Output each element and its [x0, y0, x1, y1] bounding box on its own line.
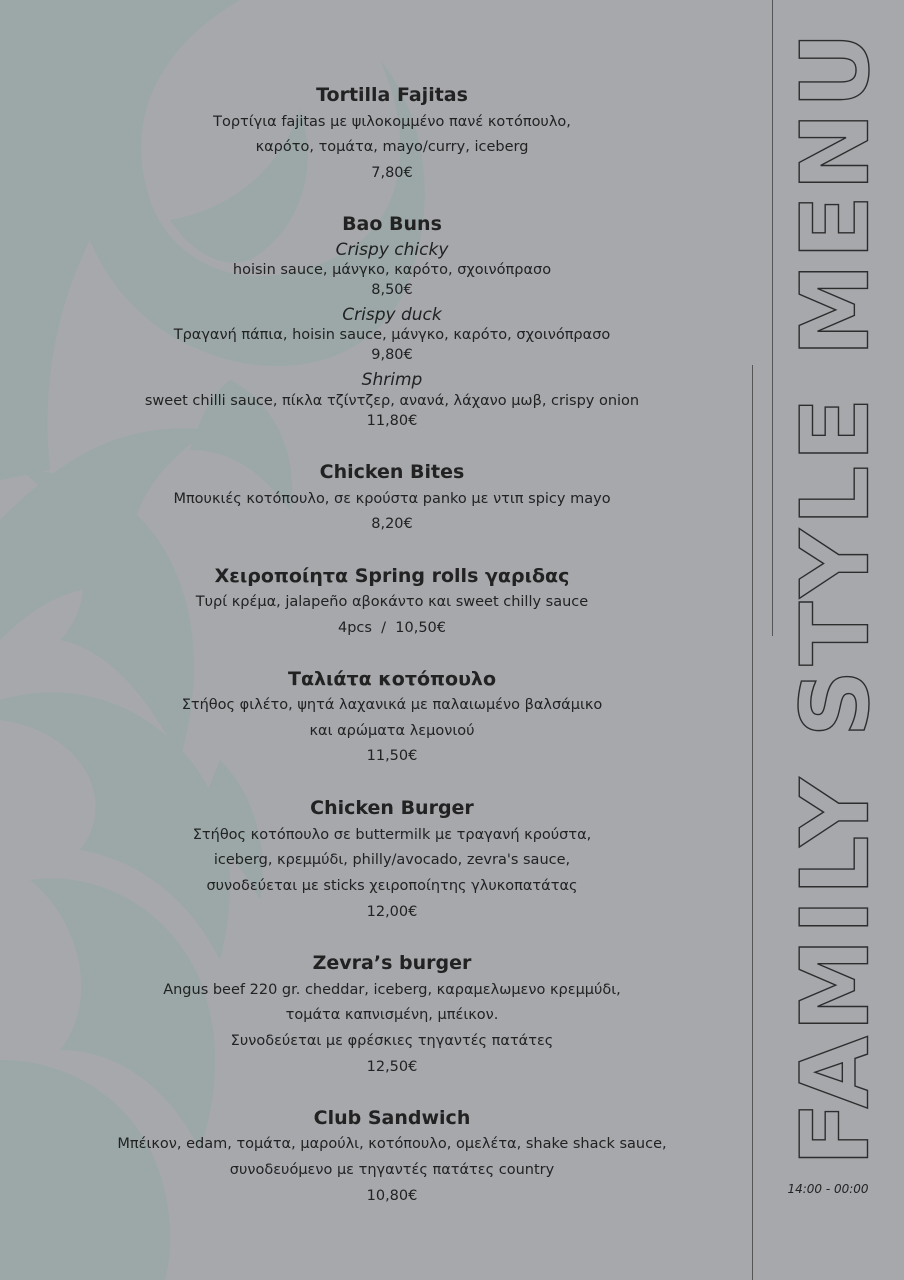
item-title: Bao Buns [342, 213, 442, 235]
item-description: Μπουκιές κοτόπουλο, σε κρούστα panko με ντιπ spicy mayo [173, 491, 611, 507]
item-title: Ταλιάτα κοτόπουλο [287, 668, 496, 690]
item-price: 8,20€ [371, 516, 413, 532]
item-description: Τορτίγια fajitas με ψιλοκομμένο πανέ κοτόπουλο, [213, 114, 571, 130]
item-price: 4pcs / 10,50€ [337, 620, 446, 636]
side-banner [768, 22, 904, 1172]
item-description: Στήθος κοτόπουλο σε buttermilk με τραγανή κρούστα, [192, 827, 592, 843]
variant-description: Τραγανή πάπια, hoisin sauce, μάνγκο, καρότο, σχοινόπρασο [173, 327, 611, 343]
item-title: Club Sandwich [313, 1107, 471, 1129]
opening-hours: 14:00 - 00:00 [787, 1182, 869, 1196]
item-description: Μπέικον, edam, τομάτα, μαρούλι, κοτόπουλο, ομελέτα, shake shack sauce, [117, 1136, 667, 1152]
item-description: Στήθος φιλέτο, ψητά λαχανικά με παλαιωμένο βαλσάμικο [181, 697, 603, 713]
item-title: Zevra’s burger [312, 952, 472, 974]
variant-title: Shrimp [361, 370, 423, 390]
menu-title: FAMILY STYLE MENU [781, 27, 891, 1167]
variant-description: hoisin sauce, μάνγκο, καρότο, σχοινόπρασο [232, 262, 552, 278]
item-description: και αρώματα λεμονιού [309, 723, 475, 739]
item-price: 7,80€ [371, 165, 413, 181]
variant-price: 9,80€ [371, 347, 413, 363]
item-price: 11,50€ [366, 748, 418, 764]
item-description: Συνοδεύεται με φρέσκιες τηγαντές πατάτες [230, 1033, 554, 1049]
item-title: Tortilla Fajitas [316, 84, 468, 106]
item-title: Χειροποίητα Spring rolls γαριδας [214, 565, 570, 587]
variant-price: 11,80€ [366, 413, 418, 429]
item-description: Τυρί κρέμα, jalapeño αβοκάντο και sweet chilly sauce [195, 594, 589, 610]
item-description: συνοδευόμενο με τηγαντές πατάτες country [229, 1162, 555, 1178]
item-price: 10,80€ [366, 1188, 418, 1204]
item-price: 12,50€ [366, 1059, 418, 1075]
variant-title: Crispy duck [342, 305, 442, 325]
variant-price: 8,50€ [371, 282, 413, 298]
item-description: Angus beef 220 gr. cheddar, iceberg, καραμελωμενο κρεμμύδι, [163, 982, 621, 998]
item-price: 12,00€ [366, 904, 418, 920]
divider-line [752, 365, 753, 1280]
item-description: καρότο, τομάτα, mayo/curry, iceberg [255, 139, 529, 155]
item-description: iceberg, κρεμμύδι, philly/avocado, zevra's sauce, [213, 852, 571, 868]
variant-description: sweet chilli sauce, πίκλα τζίντζερ, ανανά, λάχανο μωβ, crispy onion [144, 393, 640, 409]
item-description: συνοδεύεται με sticks χειροποίητης γλυκοπατάτας [206, 878, 578, 894]
item-title: Chicken Bites [319, 461, 465, 483]
variant-title: Crispy chicky [335, 240, 449, 260]
item-title: Chicken Burger [310, 797, 474, 819]
item-description: τομάτα καπνισμένη, μπέικον. [285, 1007, 499, 1023]
